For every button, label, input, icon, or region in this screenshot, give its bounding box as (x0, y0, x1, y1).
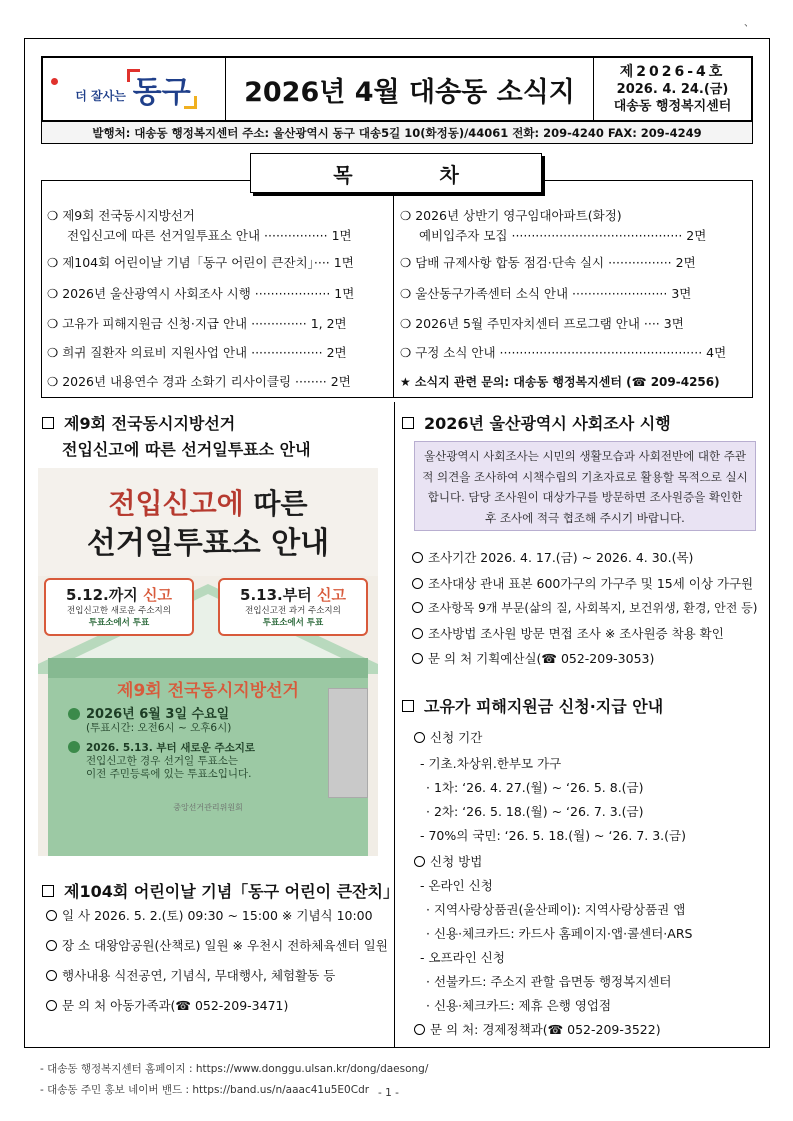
toc-contact: ★ 소식지 관련 문의: 대송동 행정복지센터 (☎ 209-4256) (400, 375, 720, 389)
square-bullet-icon (42, 885, 54, 897)
poster-box-before: 5.12.까지 신고 전입신고한 새로운 주소지의 투표소에서 투표 (44, 578, 194, 636)
publisher-bar: 발행처: 대송동 행정복지센터 주소: 울산광역시 동구 대송5길 10(화정동)/44061 전화: 209-4240 FAX: 209-4249 (41, 122, 753, 144)
circle-bullet-icon (46, 910, 57, 921)
subsidy-line: · 1차: ‘26. 4. 27.(월) ~ ‘26. 5. 8.(금) (426, 780, 644, 795)
footer-band[interactable]: - 대송동 주민 홍보 네이버 밴드 : https://band.us/n/aaac41u5E0Cdr (40, 1084, 370, 1096)
toc-divider (393, 195, 394, 398)
survey-line: 조사방법 조사원 방문 면접 조사 ※ 조사원증 착용 확인 (412, 624, 724, 642)
bullet-icon: ❍ (400, 345, 416, 360)
subsidy-line: · 지역사랑상품권(울산페이): 지역사랑상품권 앱 (426, 902, 686, 917)
toc-item[interactable]: ❍ 제9회 전국동시지방선거 (47, 208, 195, 223)
bullet-icon: ❍ (47, 208, 63, 223)
toc-item[interactable]: ❍ 구정 소식 안내 ··················································· 4면 (400, 345, 727, 360)
event-line: 장 소 대왕암공원(산책로) 일원 ※ 우천시 전하체육센터 일원 (46, 936, 388, 954)
subsidy-line: · 신용·체크카드: 카드사 홈페이지·앱·콜센터·ARS (426, 926, 693, 941)
poster-box-after: 5.13.부터 신고 전입신고전 과거 주소지의 투표소에서 투표 (218, 578, 368, 636)
corner-mark: 、 (744, 18, 754, 29)
square-bullet-icon (402, 417, 414, 429)
subsidy-line: - 기초.차상위.한부모 가구 (420, 756, 562, 771)
toc-item[interactable]: ❍ 2026년 상반기 영구임대아파트(화정) (400, 208, 622, 223)
circle-bullet-icon (414, 856, 425, 867)
bullet-icon: ❍ (400, 316, 416, 331)
survey-line: 조사기간 2026. 4. 17.(금) ~ 2026. 4. 30.(목) (412, 548, 693, 566)
circle-bullet-icon (414, 732, 425, 743)
newsletter-title: 2026년 4월 대송동 소식지 (226, 58, 594, 120)
poster-title-line1: 전입신고에 따른 (108, 487, 308, 520)
subsidy-line: · 2차: ‘26. 5. 18.(월) ~ ‘26. 7. 3.(금) (426, 804, 644, 819)
check-icon (68, 708, 80, 720)
page-number: - 1 - (378, 1087, 399, 1099)
bullet-icon: ❍ (47, 286, 63, 301)
toc-item[interactable]: ❍ 2026년 5월 주민자치센터 프로그램 안내 ···· 3면 (400, 316, 684, 331)
election-poster (38, 468, 378, 856)
circle-bullet-icon (414, 1024, 425, 1035)
subsidy-line: 신청 방법 (414, 852, 482, 870)
circle-bullet-icon (46, 940, 57, 951)
poster-note: 2026. 5.13. 부터 새로운 주소지로 전입신고한 경우 선거일 투표소는 이전 주민등록에 있는 투표소입니다. (68, 742, 348, 781)
survey-line: 문 의 처 기획예산실(☎ 052-209-3053) (412, 649, 654, 667)
donggu-logo (43, 58, 226, 120)
toc-title: 목 차 (250, 153, 542, 193)
subsidy-line: 문 의 처: 경제정책과(☎ 052-209-3522) (414, 1020, 661, 1038)
circle-bullet-icon (412, 602, 423, 613)
survey-line: 조사대상 관내 표본 600가구의 가구주 및 15세 이상 가구원 (412, 574, 753, 592)
toc-item[interactable]: ❍ 고유가 피해지원금 신청·지급 안내 ·············· 1, 2면 (47, 316, 347, 331)
poster-title-line2: 선거일투표소 안내 (86, 526, 330, 561)
square-bullet-icon (402, 700, 414, 712)
footer-homepage[interactable]: - 대송동 행정복지센터 홈페이지 : https://www.donggu.ulsan.kr/dong/daesong/ (40, 1063, 429, 1075)
section-heading: 제9회 전국동시지방선거 (42, 411, 235, 434)
section-heading: 2026년 울산광역시 사회조사 시행 (402, 411, 671, 434)
subsidy-line: - 70%의 국민: ‘26. 5. 18.(월) ~ ‘26. 7. 3.(금) (420, 828, 686, 843)
circle-bullet-icon (412, 578, 423, 589)
toc-item-cont[interactable]: 전입신고에 따른 선거일투표소 안내 ················ 1면 (67, 228, 352, 243)
event-line: 행사내용 식전공연, 기념식, 무대행사, 체험활동 등 (46, 966, 335, 984)
section-heading: 제104회 어린이날 기념「동구 어린이 큰잔치」 (42, 879, 399, 902)
bullet-icon: ❍ (400, 208, 416, 223)
circle-bullet-icon (412, 628, 423, 639)
bullet-icon: ❍ (400, 286, 416, 301)
toc-item[interactable]: ❍ 제104회 어린이날 기념「동구 어린이 큰잔치」···· 1면 (47, 255, 354, 270)
toc-item[interactable]: ❍ 울산동구가족센터 소식 안내 ························ 3면 (400, 286, 692, 301)
logo-wordmark: 동구 (131, 67, 193, 111)
poster-org: 중앙선거관리위원회 (173, 803, 243, 812)
bullet-icon: ❍ (47, 316, 63, 331)
column-divider (394, 402, 395, 1047)
toc-item[interactable]: ❍ 2026년 울산광역시 사회조사 시행 ··················· 1면 (47, 286, 355, 301)
circle-bullet-icon (46, 1000, 57, 1011)
check-icon (68, 741, 80, 753)
subsidy-line: - 온라인 신청 (420, 878, 493, 893)
bullet-icon: ❍ (400, 255, 416, 270)
toc-item-cont[interactable]: 예비입주자 모집 ··········································· 2면 (419, 228, 707, 243)
bullet-icon: ❍ (47, 345, 63, 360)
toc-item[interactable]: ❍ 2026년 내용연수 경과 소화기 리사이클링 ········ 2면 (47, 374, 351, 389)
circle-bullet-icon (412, 552, 423, 563)
section-subheading: 전입신고에 따른 선거일투표소 안내 (62, 440, 311, 459)
toc-item[interactable]: ❍ 담배 규제사항 합동 점검·단속 실시 ················ 2면 (400, 255, 696, 270)
toc-item[interactable]: ❍ 희귀 질환자 의료비 지원사업 안내 ·················· 2면 (47, 345, 347, 360)
subsidy-line: 신청 기간 (414, 728, 482, 746)
issue-info (594, 58, 751, 120)
survey-description-box: 울산광역시 사회조사는 시민의 생활모습과 사회전반에 대한 주관적 의견을 조사하여 시책수립의 기초자료로 활용할 목적으로 실시합니다. 담당 조사원이 대상가구를 방문하면 조사원증을 확인한 후 조사에 적극 협조해 주시기 바랍니다. (414, 441, 756, 531)
issuer: 대송동 행정복지센터 (613, 98, 732, 114)
poster-date: 2026년 6월 3일 수요일 (투표시간: 오전6시 ~ 오후6시) (68, 708, 348, 735)
survey-line: 조사항목 9개 부문(삶의 질, 사회복지, 보건위생, 환경, 안전 등) (412, 599, 757, 616)
square-bullet-icon (42, 417, 54, 429)
event-line: 문 의 처 아동가족과(☎ 052-209-3471) (46, 996, 288, 1014)
circle-bullet-icon (46, 970, 57, 981)
subsidy-line: · 선불카드: 주소지 관할 읍면동 행정복지센터 (426, 974, 672, 989)
issue-number: 제2026-4호 (619, 63, 726, 80)
subsidy-line: - 오프라인 신청 (420, 950, 505, 965)
circle-bullet-icon (412, 653, 423, 664)
logo-dot-icon (51, 78, 58, 85)
bullet-icon: ❍ (47, 255, 63, 270)
event-line: 일 사 2026. 5. 2.(토) 09:30 ~ 15:00 ※ 기념식 10:00 (46, 906, 373, 924)
issue-date: 2026. 4. 24.(금) (616, 81, 729, 97)
section-heading: 고유가 피해지원금 신청·지급 안내 (402, 694, 663, 717)
subsidy-line: · 신용·체크카드: 제휴 은행 영업점 (426, 998, 612, 1013)
bullet-icon: ❍ (47, 374, 63, 389)
logo-slogan: 더 잘사는 (75, 88, 126, 103)
newsletter-header (41, 56, 753, 122)
poster-election-name: 제9회 전국동시지방선거 (117, 681, 299, 701)
